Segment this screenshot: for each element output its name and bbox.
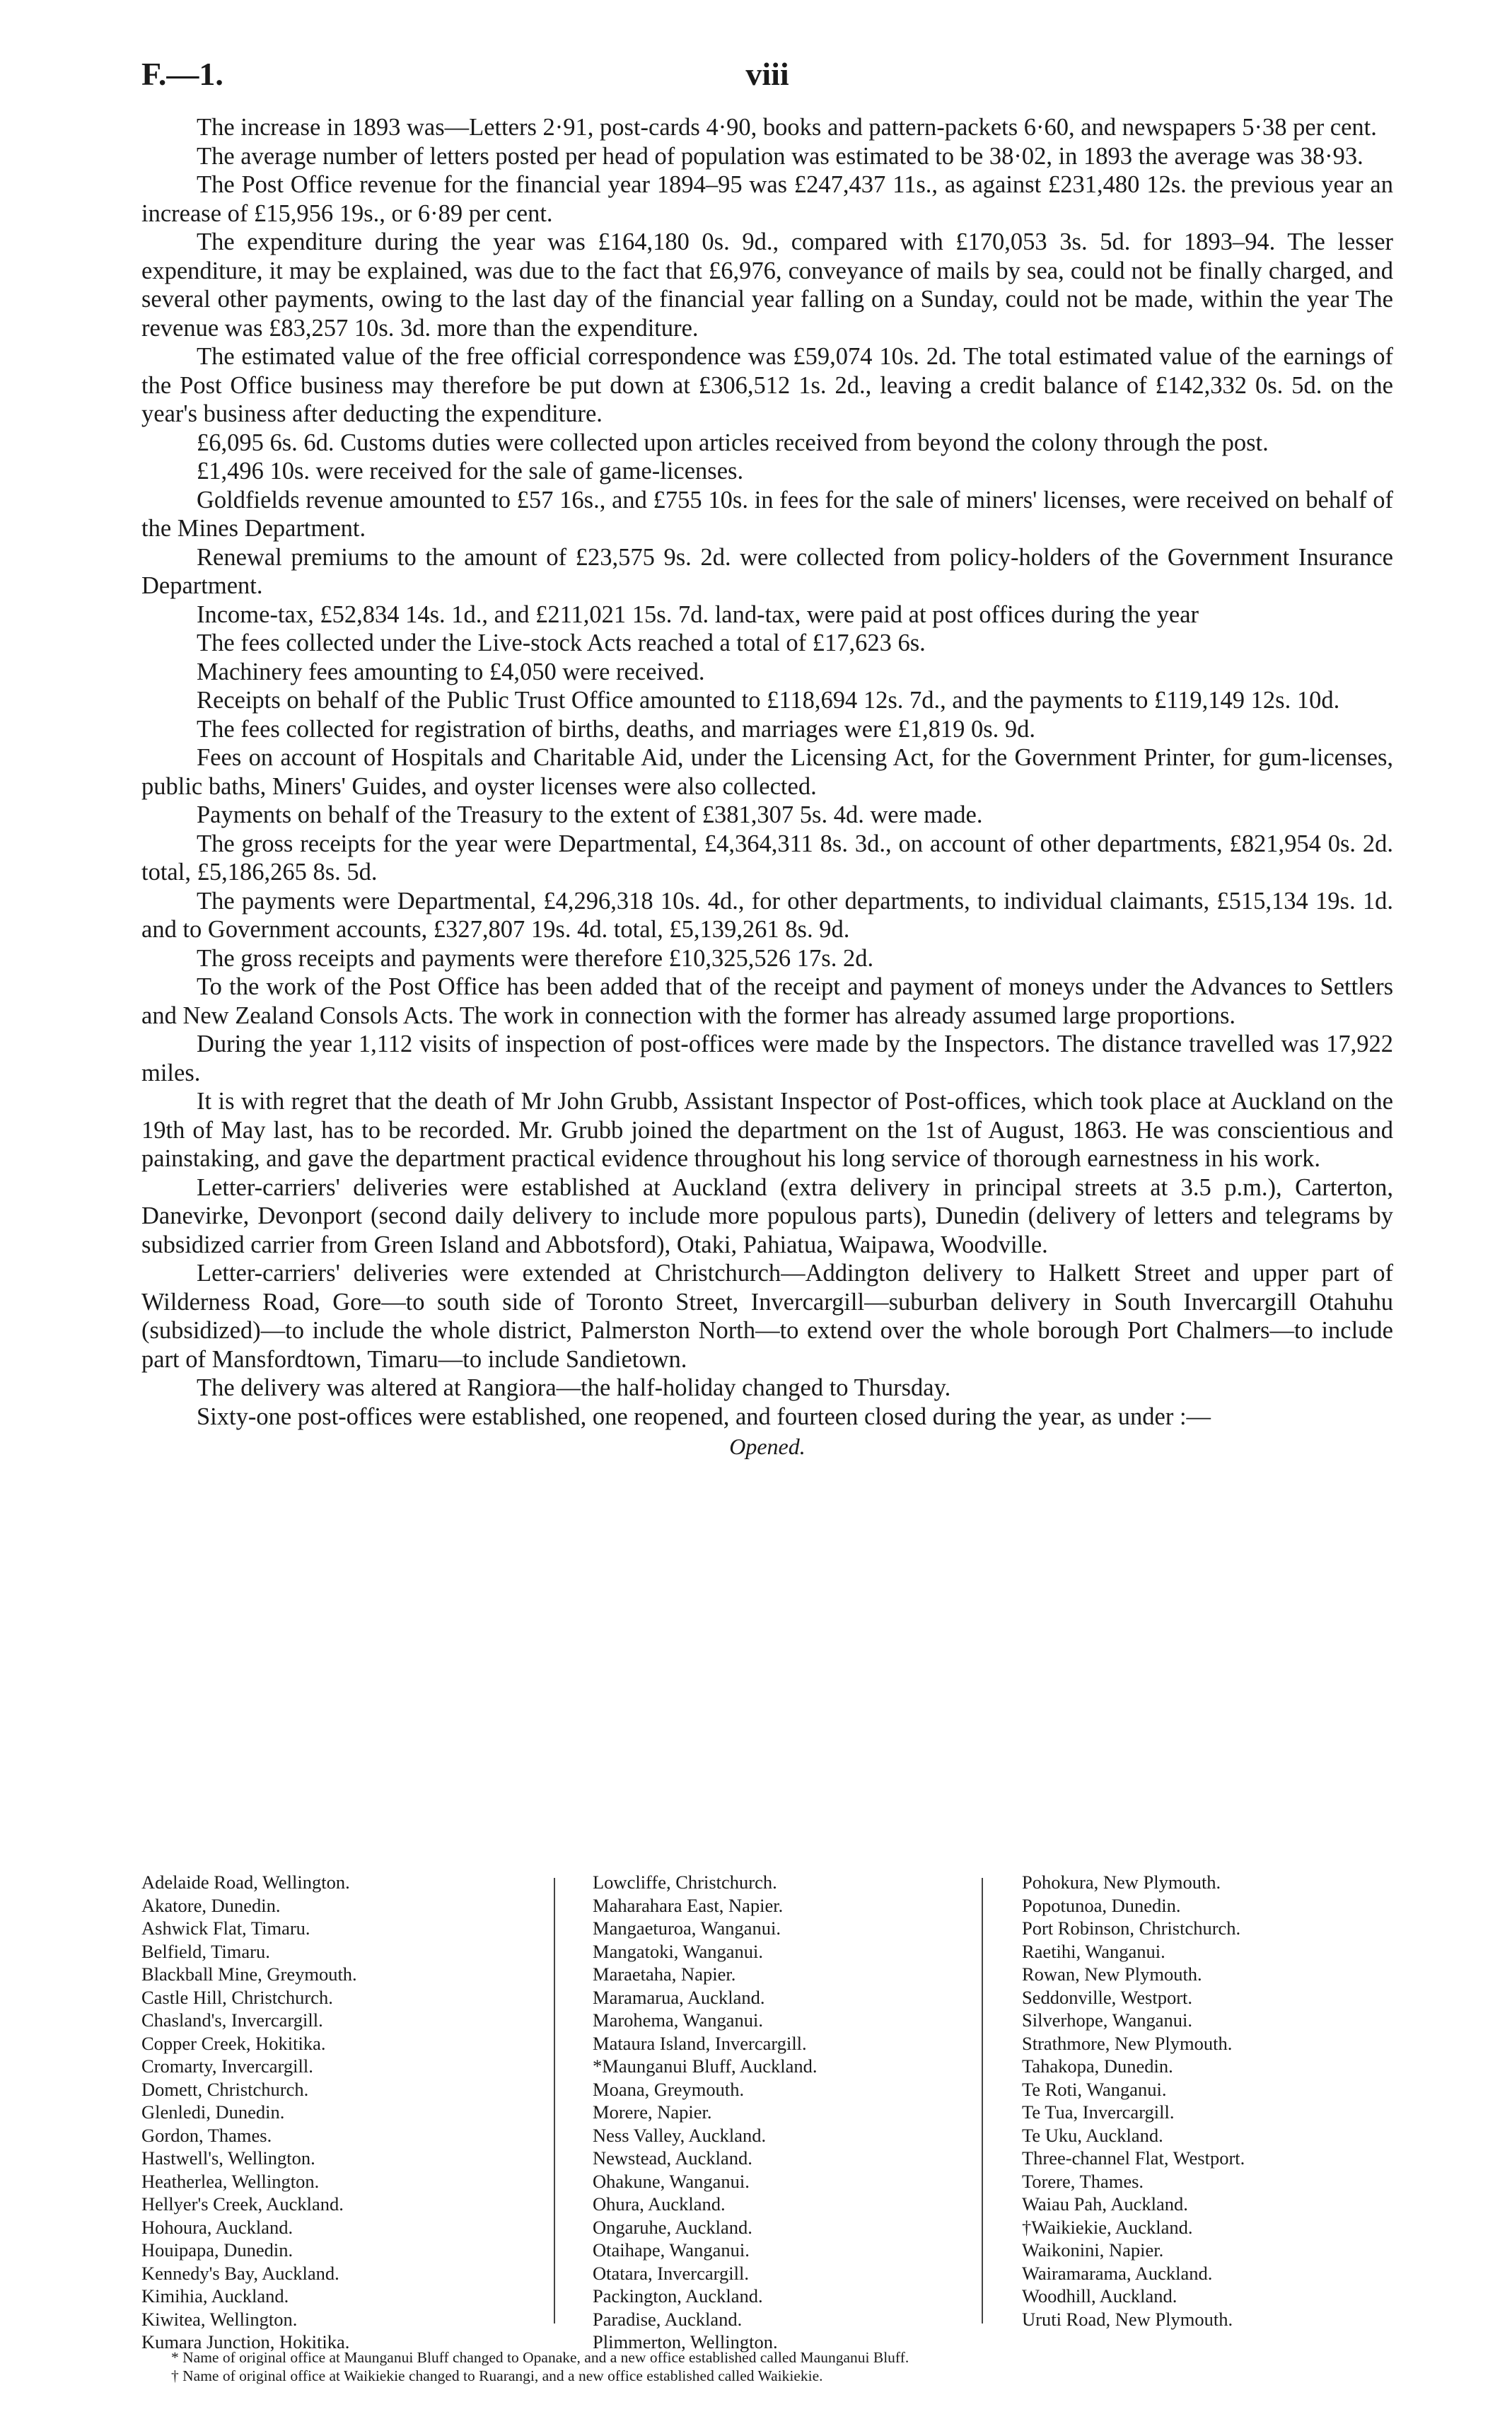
office-entry: Moana, Greymouth. [593,2078,745,2100]
office-entry: Te Uku, Auckland. [1022,2124,1163,2146]
office-entry: Plimmerton, Wellington. [593,2331,778,2352]
office-entry: Popotunoa, Dunedin. [1022,1894,1181,1916]
office-entry: Marohema, Wanganui. [593,2009,763,2031]
office-entry: Ongaruhe, Auckland. [593,2216,752,2238]
office-entry: Kumara Junction, Hokitika. [141,2331,350,2352]
office-entry: Te Tua, Invercargill. [1022,2101,1175,2123]
office-entry: Hellyer's Creek, Auckland. [141,2193,344,2215]
office-entry: Castle Hill, Christchurch. [141,1986,333,2008]
office-entry: Adelaide Road, Wellington. [141,1872,350,1893]
office-entry: Mangatoki, Wanganui. [593,1940,763,1962]
office-entry: Otatara, Invercargill. [593,2262,749,2284]
column-divider [982,1878,983,2323]
office-entry: †Waikiekie, Auckland. [1022,2216,1193,2238]
office-entry: Belfield, Timaru. [141,1940,270,1962]
page-header [141,55,1393,98]
paragraph: Fees on account of Hospitals and Charitable Aid, under the Licensing Act, for the Government Printer, for gum-licenses, public baths, Miners' Guides, and oyster licenses were also collected. [141,744,1393,800]
paragraph: Letter-carriers' deliveries were established at Auckland (extra delivery in principal streets at 3.5 p.m.), Carterton, Danevirke, Devonport (second daily delivery to include more populous parts), Dunedin (delivery of letters and telegrams by subsidized carrier from Green Island and Abbotsford), Otaki, Pahiatua, Waipawa, Woodville. [141,1173,1393,1258]
paragraph: The Post Office revenue for the financial year 1894–95 was £247,437 11s., as against £231,480 12s. the previous year an increase of £15,956 19s., or 6·89 per cent. [141,171,1393,227]
paragraph: The delivery was altered at Rangiora—the half-holiday changed to Thursday. [197,1374,951,1401]
office-entry: Mangaeturoa, Wanganui. [593,1917,781,1939]
paragraph: It is with regret that the death of Mr John Grubb, Assistant Inspector of Post-offices, which took place at Auckland on the 19th of May last, has to be recorded. Mr. Grubb joined the department on the 1st of August, 1863. He was conscientious and painstaking, and gave the department practical evidence throughout his long service of thorough earnestness in his work. [141,1088,1393,1172]
paragraph: The fees collected under the Live-stock Acts reached a total of £17,623 6s. [197,629,926,656]
office-entry: Morere, Napier. [593,2101,712,2123]
office-entry: Houipapa, Dunedin. [141,2239,293,2261]
office-entry: Heatherlea, Wellington. [141,2170,320,2192]
office-entry: Waiau Pah, Auckland. [1022,2193,1188,2215]
office-entry: Cromarty, Invercargill. [141,2055,313,2077]
office-entry: Maramarua, Auckland. [593,1986,765,2008]
paragraph: The estimated value of the free official correspondence was £59,074 10s. 2d. The total estimated value of the earnings of the Post Office business may therefore be put down at £306,512 1s. 2d., leaving a credit balance of £142,332 0s. 5d. on the year's business after deducting the expenditure. [141,343,1393,427]
paragraph: Machinery fees amounting to £4,050 were received. [197,658,705,685]
office-entry: Torere, Thames. [1022,2170,1144,2192]
paragraph: £6,095 6s. 6d. Customs duties were collected upon articles received from beyond the colony through the post. [197,429,1269,456]
office-entry: *Maunganui Bluff, Auckland. [593,2055,818,2077]
office-entry: Te Roti, Wanganui. [1022,2078,1167,2100]
paragraph: The expenditure during the year was £164,180 0s. 9d., compared with £170,053 3s. 5d. for 1893–94. The lesser expenditure, it may be explained, was due to the fact that £6,976, conveyance of mails by sea, could not be finally charged, and several other payments, owing to the last day of the financial year falling on a Sunday, could not be made, within the year The revenue was £83,257 10s. 3d. more than the expenditure. [141,228,1393,342]
office-entry: Three-channel Flat, Westport. [1022,2147,1245,2169]
opened-offices-list [141,1871,1393,2352]
office-entry: Maharahara East, Napier. [593,1894,784,1916]
office-entry: Mataura Island, Invercargill. [593,2032,807,2054]
office-entry: Waikonini, Napier. [1022,2239,1164,2261]
paragraph: Payments on behalf of the Treasury to the extent of £381,307 5s. 4d. were made. [197,801,983,828]
office-entry: Paradise, Auckland. [593,2308,743,2330]
office-entry: Glenledi, Dunedin. [141,2101,285,2123]
office-entry: Maraetaha, Napier. [593,1963,736,1985]
paragraph: To the work of the Post Office has been added that of the receipt and payment of moneys under the Advances to Settlers and New Zealand Consols Acts. The work in connection with the former has already assumed large proportions. [141,973,1393,1029]
office-entry: Raetihi, Wanganui. [1022,1940,1165,1962]
paragraph: The increase in 1893 was—Letters 2·91, post-cards 4·90, books and pattern-packets 6·60, and newspapers 5·38 per cent. [197,114,1377,141]
footnote: * Name of original office at Maunganui Bluff changed to Opanake, and a new office established called Maunganui Bluff. [171,2349,909,2366]
office-entry: Gordon, Thames. [141,2124,272,2146]
paragraph: Income-tax, £52,834 14s. 1d., and £211,021 15s. 7d. land-tax, were paid at post offices during the year [197,601,1199,628]
office-entry: Uruti Road, New Plymouth. [1022,2308,1233,2330]
office-entry: Strathmore, New Plymouth. [1022,2032,1233,2054]
office-column [1022,1871,1418,2331]
opened-section-title: Opened. [729,1434,806,1459]
office-entry: Akatore, Dunedin. [141,1894,281,1916]
paragraph: The gross receipts for the year were Departmental, £4,364,311 8s. 3d., on account of other departments, £821,954 0s. 2d. total, £5,186,265 8s. 5d. [141,830,1393,886]
office-entry: Otaihape, Wanganui. [593,2239,750,2261]
office-entry: Packington, Auckland. [593,2285,763,2307]
office-entry: Ness Valley, Auckland. [593,2124,767,2146]
paragraph: During the year 1,112 visits of inspection of post-offices were made by the Inspectors. The distance travelled was 17,922 miles. [141,1031,1393,1086]
office-entry: Newstead, Auckland. [593,2147,752,2169]
office-entry: Ashwick Flat, Timaru. [141,1917,310,1939]
column-divider [554,1878,555,2323]
page-number: viii [745,56,789,92]
paragraph: Renewal premiums to the amount of £23,575 9s. 2d. were collected from policy-holders of the Government Insurance Department. [141,543,1393,599]
paragraph: Receipts on behalf of the Public Trust Office amounted to £118,694 12s. 7d., and the payments to £119,149 12s. 10d. [197,687,1340,714]
office-entry: Ohakune, Wanganui. [593,2170,750,2192]
office-entry: Chasland's, Invercargill. [141,2009,323,2031]
document-code: F.—1. [141,56,223,92]
office-entry: Silverhope, Wanganui. [1022,2009,1192,2031]
office-entry: Domett, Christchurch. [141,2078,309,2100]
footnotes [171,2348,1373,2385]
footnote: † Name of original office at Waikiekie changed to Ruarangi, and a new office established called Waikiekie. [171,2367,823,2384]
office-column [593,1871,989,2354]
office-entry: Blackball Mine, Greymouth. [141,1963,357,1985]
office-entry: Seddonville, Westport. [1022,1986,1193,2008]
paragraph: The average number of letters posted per head of population was estimated to be 38·02, in 1893 the average was 38·93. [197,142,1363,170]
office-entry: Hastwell's, Wellington. [141,2147,315,2169]
paragraph: The gross receipts and payments were therefore £10,325,526 17s. 2d. [197,944,874,972]
office-entry: Rowan, New Plymouth. [1022,1963,1202,1985]
office-entry: Port Robinson, Christchurch. [1022,1917,1241,1939]
office-entry: Wairamarama, Auckland. [1022,2262,1213,2284]
paragraph: The payments were Departmental, £4,296,318 10s. 4d., for other departments, to individual claimants, £515,134 19s. 1d. and to Government accounts, £327,807 19s. 4d. total, £5,139,261 8s. 9d. [141,887,1393,943]
office-entry: Kimihia, Auckland. [141,2285,289,2307]
paragraph: Letter-carriers' deliveries were extended at Christchurch—Addington delivery to Halkett Street and upper part of Wilderness Road, Gore—to south side of Toronto Street, Invercargill—suburban delivery in South Invercargill Otahuhu (subsidized)—to include the whole district, Palmerston North—to extend over the whole borough Port Chalmers—to include part of Mansfordtown, Timaru—to include Sandietown. [141,1260,1393,1373]
report-body [141,113,1393,1461]
office-entry: Woodhill, Auckland. [1022,2285,1177,2307]
office-entry: Kiwitea, Wellington. [141,2308,298,2330]
office-entry: Ohura, Auckland. [593,2193,726,2215]
paragraph: £1,496 10s. were received for the sale of game-licenses. [197,458,744,485]
paragraph: Sixty-one post-offices were established, one reopened, and fourteen closed during the year, as under :— [197,1403,1211,1430]
office-entry: Lowcliffe, Christchurch. [593,1872,777,1893]
office-entry: Kennedy's Bay, Auckland. [141,2262,339,2284]
paragraph: Goldfields revenue amounted to £57 16s., and £755 10s. in fees for the sale of miners' licenses, were received on behalf of the Mines Department. [141,486,1393,542]
office-entry: Copper Creek, Hokitika. [141,2032,326,2054]
office-entry: Tahakopa, Dunedin. [1022,2055,1173,2077]
office-column [141,1871,537,2354]
office-entry: Pohokura, New Plymouth. [1022,1872,1221,1893]
office-entry: Hohoura, Auckland. [141,2216,293,2238]
paragraph: The fees collected for registration of births, deaths, and marriages were £1,819 0s. 9d. [197,715,1036,743]
